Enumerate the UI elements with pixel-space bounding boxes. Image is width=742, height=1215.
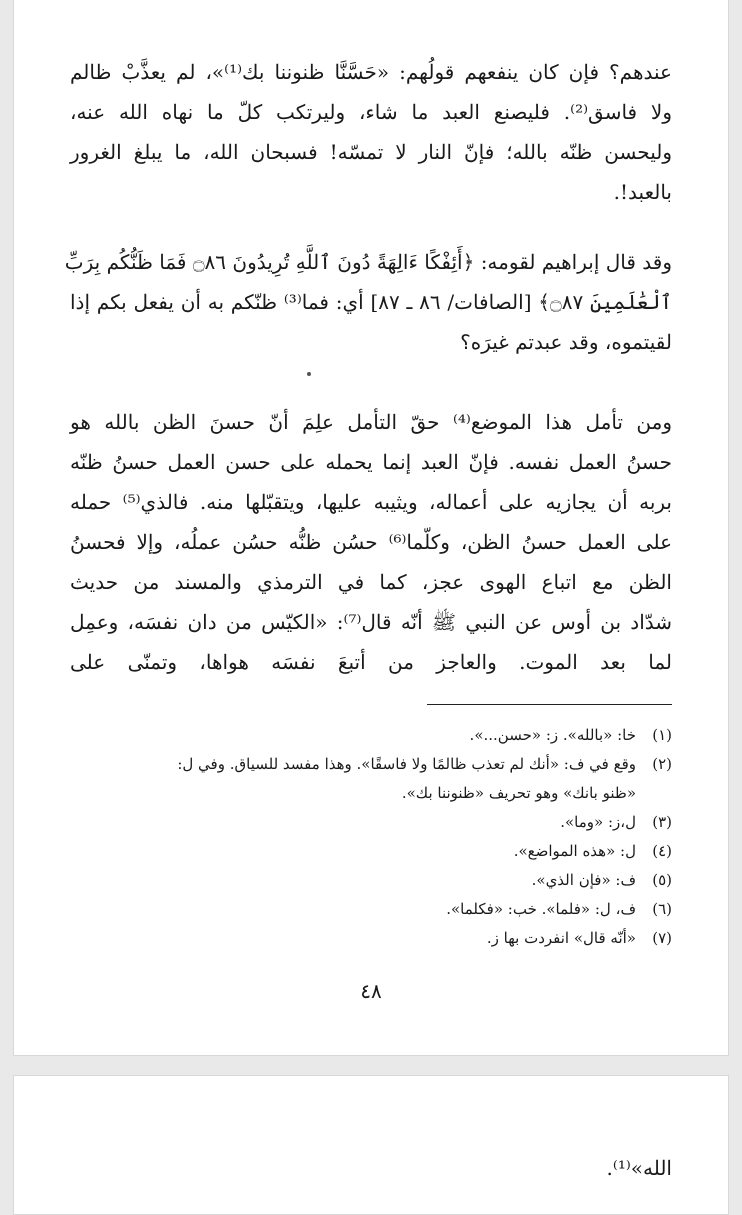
footnote-item — [70, 895, 672, 924]
page-content — [64, 52, 673, 1003]
footnote-item — [70, 808, 672, 837]
footnote-text: ل: «هذه المواضع». — [513, 842, 636, 860]
paragraph-1-line: بالعبد!. — [613, 180, 672, 204]
footnote-text: «أنّه قال» انفردت بها ز. — [486, 929, 636, 947]
footnote-text: ف، ل: «فلما». خب: «فكلما». — [446, 900, 636, 918]
paragraph-3-line: لما بعد الموت. والعاجز من أتبعَ نفسَه هواها، وتمنّى على — [70, 650, 672, 674]
footnote-number: (٧) — [652, 929, 672, 947]
ink-speck — [307, 372, 311, 376]
footnote-item — [70, 837, 672, 866]
page-number: ٤٨ — [360, 979, 382, 1003]
footnote-number: (٦) — [652, 900, 672, 918]
footnote-text: ل،ز: «وما». — [560, 813, 636, 831]
footnotes — [70, 721, 672, 953]
paragraph-2-line: ٱلْعَٰلَمِينَ ۝٨٧﴾ [الصافات/ ٨٦ ـ ٨٧] أي: فما⁽³⁾ ظنّكم به أن يفعل بكم إذا — [70, 290, 673, 314]
footnote-item — [70, 750, 672, 779]
paragraph-1-line: وليحسن ظنّه بالله؛ فإنّ النار لا تمسّه! فسبحان الله، ما يبلغ الغرور — [70, 140, 672, 164]
paragraph-3-line: الظن مع اتباع الهوى عجز، كما في الترمذي والمسند من حديث — [70, 570, 672, 594]
paragraph-1-line: عندهم؟ فإن كان ينفعهم قولُهم: «حَسَّنَّا ظنوننا بك⁽¹⁾»، لم يعذَّبْ ظالم — [70, 60, 672, 84]
footnote-separator — [427, 704, 672, 705]
footnote-text-continued: «ظنو بانك» وهو تحريف «ظنوننا بك». — [401, 784, 636, 802]
footnote-number: (٣) — [652, 813, 672, 831]
paragraph-3-line: شدّاد بن أوس عن النبي ﷺ أنّه قال⁽⁷⁾: «الكيّس من دان نفسَه، وعمِل — [70, 610, 673, 634]
footnote-item — [70, 721, 672, 750]
footnote-number: (٢) — [652, 755, 672, 773]
footnote-text: ف: «فإن الذي». — [531, 871, 636, 889]
next-page — [13, 1075, 729, 1215]
paragraph-2-line: وقد قال إبراهيم لقومه: ﴿أَئِفْكًا ءَالِهَةً دُونَ ٱللَّهِ تُرِيدُونَ ۝٨٦ فَمَا ظَنُّكُم بِرَبِّ — [64, 250, 672, 274]
paragraph-2 — [64, 242, 673, 362]
paragraph-3-line: على العمل حسنُ الظن، وكلّما⁽⁶⁾ حسُن ظنُّه حسُن عملُه، وإلا فحسنُ — [70, 530, 673, 554]
next-page-text: الله»⁽¹⁾. — [606, 1156, 672, 1180]
paragraph-2-line: لقيتموه، وقد عبدتم غيرَه؟ — [460, 330, 672, 354]
footnote-item — [70, 924, 672, 953]
book-page — [13, 0, 729, 1056]
paragraph-3-line: حسنُ العمل نفسه. فإنّ العبد إنما يحمله على حسن العمل حسنُ ظنّه — [70, 450, 672, 474]
footnote-number: (١) — [652, 726, 672, 744]
footnote-text: خا: «بالله». ز: «حسن...». — [469, 726, 636, 744]
footnote-text: وقع في ف: «أنك لم تعذب ظالمًا ولا فاسقًا». وهذا مفسد للسياق. وفي ل: — [177, 755, 636, 773]
footnote-item — [70, 866, 672, 895]
paragraph-3 — [70, 402, 672, 682]
footnote-number: (٥) — [652, 871, 672, 889]
paragraph-3-line: بربه أن يجازيه على أعماله، ويثيبه عليها، ويتقبّلها منه. فالذي⁽⁵⁾ حمله — [70, 490, 672, 514]
footnote-item-continuation — [70, 779, 672, 808]
paragraph-3-line: ومن تأمل هذا الموضع⁽⁴⁾ حقّ التأمل علِمَ أنّ حسنَ الظن بالله هو — [70, 410, 673, 434]
paragraph-1-line: ولا فاسق⁽²⁾. فليصنع العبد ما شاء، وليرتكب كلّ ما نهاه الله عنه، — [70, 100, 672, 124]
paragraph-1 — [70, 52, 672, 212]
footnote-number: (٤) — [652, 842, 672, 860]
